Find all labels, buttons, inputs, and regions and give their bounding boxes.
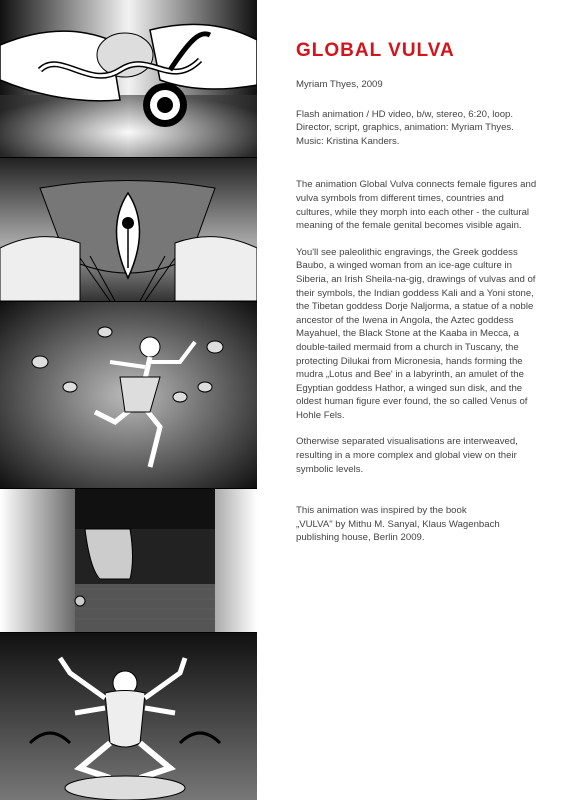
text-column	[296, 40, 542, 545]
animation-stills-strip	[0, 0, 257, 800]
still-winged-vulva-symbol	[0, 158, 257, 301]
description-paragraph: The animation Global Vulva connects female figures and vulva symbols from different times, countries and cultures, while they morph into each other - the cultural meaning of the female genital becomes visible again.	[296, 179, 537, 232]
author-year: Myriam Thyes, 2009	[296, 79, 383, 90]
description-paragraph: You'll see paleolithic engravings, the Greek goddess Baubo, a winged woman from an ice-age culture in Siberia, an Irish Sheila-na-gig, drawings of vulvas and of their symbols, the Indian goddess Kali and a Yoni stone, the Tibetan goddess Dorje Naljorma, a statue of a noble ancestor of the Iwena in Angola, the Aztec goddess Mayahuel, the Black Stone at the Kaaba in Mecca, a double-tailed mermaid from a church in Tuscany, the protecting Dilukai from Micronesia, hands forming the mudra „Lotus and Bee' in a labyrinth, an amulet of the Egyptian goddess Hathor, a winged sun disk, and the oldest human figure ever found, the so called Venus of Hohle Fels.	[296, 246, 536, 421]
still-multi-armed-goddess	[0, 633, 257, 800]
still-dancing-skeleton-figure	[0, 302, 257, 488]
inspiration-line: This animation was inspired by the book	[296, 505, 467, 517]
still-kaaba-black-stone	[0, 489, 257, 632]
still-reclining-figure-with-snakes	[0, 0, 257, 157]
credits-line: Flash animation / HD video, b/w, stereo, 6:20, loop.	[296, 108, 514, 120]
credits-line: Music: Kristina Kanders.	[296, 135, 400, 147]
inspiration-line: publishing house, Berlin 2009.	[296, 532, 425, 544]
page-title: GLOBAL VULVA	[296, 40, 455, 61]
description-paragraph: Otherwise separated visualisations are interweaved, resulting in a more complex and global view on their symbolic levels.	[296, 436, 518, 475]
credits-line: Director, script, graphics, animation: Myriam Thyes.	[296, 122, 514, 134]
inspiration-line: „VULVA" by Mithu M. Sanyal, Klaus Wagenbach	[296, 518, 500, 530]
